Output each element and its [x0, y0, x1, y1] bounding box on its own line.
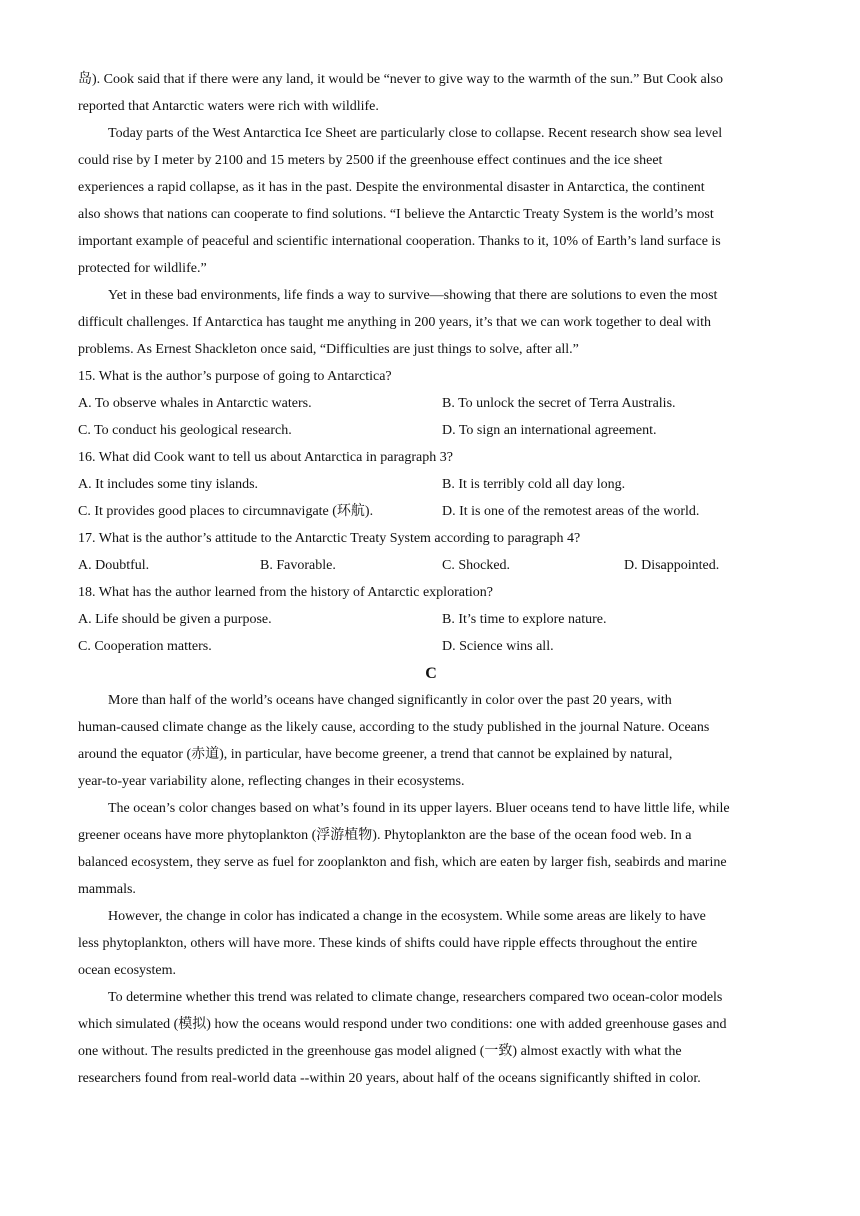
option-c: C. It provides good places to circumnavigate (环航).: [78, 504, 374, 519]
text-line: around the equator (赤道), in particular, have become greener, a trend that cannot be explained by natural,: [78, 747, 673, 762]
document-page: [78, 66, 784, 1092]
text-line: mammals.: [78, 882, 136, 897]
section-heading-c: C: [425, 665, 437, 682]
option-a: A. Doubtful.: [78, 558, 150, 573]
option-d: D. To sign an international agreement.: [442, 423, 657, 438]
paragraph-c-1: [78, 687, 784, 795]
text-line: less phytoplankton, others will have more. These kinds of shifts could have ripple effects throughout the entire: [78, 936, 698, 951]
question-16: [78, 444, 784, 525]
text-line: experiences a rapid collapse, as it has in the past. Despite the environmental disaster in Antarctica, the continent: [78, 180, 705, 195]
option-a: A. Life should be given a purpose.: [78, 612, 272, 627]
text-line: also shows that nations can cooperate to find solutions. “I believe the Antarctic Treaty System is the world’s most: [78, 207, 714, 222]
option-b: B. To unlock the secret of Terra Australis.: [442, 396, 676, 411]
text-line: greener oceans have more phytoplankton (浮游植物). Phytoplankton are the base of the ocean food web. In a: [78, 828, 692, 843]
text-line: Yet in these bad environments, life finds a way to survive—showing that there are solutions to even the most: [108, 288, 718, 303]
text-line: could rise by I meter by 2100 and 15 meters by 2500 if the greenhouse effect continues and the ice sheet: [78, 153, 663, 168]
option-d: D. It is one of the remotest areas of the world.: [442, 504, 700, 519]
text-line: 岛). Cook said that if there were any land, it would be “never to give way to the warmth of the sun.” But Cook also: [78, 72, 724, 87]
question-stem: 17. What is the author’s attitude to the Antarctic Treaty System according to paragraph 4?: [78, 531, 581, 546]
text-line: one without. The results predicted in the greenhouse gas model aligned (一致) almost exactly with what the: [78, 1044, 682, 1059]
text-line: difficult challenges. If Antarctica has taught me anything in 200 years, it’s that we can work together to deal with: [78, 315, 712, 330]
option-c: C. To conduct his geological research.: [78, 423, 292, 438]
option-a: A. It includes some tiny islands.: [78, 477, 259, 492]
paragraph-c-2: [78, 795, 784, 903]
text-line: Today parts of the West Antarctica Ice Sheet are particularly close to collapse. Recent research show sea level: [108, 126, 723, 141]
text-line: ocean ecosystem.: [78, 963, 176, 978]
question-stem: 18. What has the author learned from the history of Antarctic exploration?: [78, 585, 493, 600]
option-b: B. It is terribly cold all day long.: [442, 477, 626, 492]
question-stem: 15. What is the author’s purpose of going to Antarctica?: [78, 369, 392, 384]
paragraph-c-4: [78, 984, 784, 1092]
paragraph-b-ice-sheet: [78, 120, 784, 282]
option-b: B. It’s time to explore nature.: [442, 612, 607, 627]
text-line: problems. As Ernest Shackleton once said, “Difficulties are just things to solve, after all.”: [78, 342, 579, 357]
option-b: B. Favorable.: [260, 558, 336, 573]
option-a: A. To observe whales in Antarctic waters.: [78, 396, 312, 411]
text-line: human-caused climate change as the likely cause, according to the study published in the journal Nature. Oceans: [78, 720, 710, 735]
question-17: [78, 525, 784, 579]
option-d: D. Disappointed.: [624, 558, 720, 573]
paragraph-b-survive: [78, 282, 784, 363]
option-d: D. Science wins all.: [442, 639, 554, 654]
text-line: year-to-year variability alone, reflecting changes in their ecosystems.: [78, 774, 465, 789]
text-line: researchers found from real-world data --within 20 years, about half of the oceans significantly shifted in color.: [78, 1071, 701, 1086]
question-stem: 16. What did Cook want to tell us about Antarctica in paragraph 3?: [78, 450, 453, 465]
question-15: [78, 363, 784, 444]
option-c: C. Shocked.: [442, 558, 511, 573]
text-line: However, the change in color has indicated a change in the ecosystem. While some areas are likely to have: [108, 909, 706, 924]
paragraph-c-3: [78, 903, 784, 984]
text-line: More than half of the world’s oceans have changed significantly in color over the past 20 years, with: [108, 693, 672, 708]
text-line: important example of peaceful and scientific international cooperation. Thanks to it, 10% of Earth’s land surface is: [78, 234, 721, 249]
question-18: [78, 579, 784, 660]
text-line: reported that Antarctic waters were rich with wildlife.: [78, 99, 379, 114]
option-c: C. Cooperation matters.: [78, 639, 212, 654]
paragraph-b-cook: [78, 66, 784, 120]
text-line: protected for wildlife.”: [78, 261, 207, 276]
text-line: which simulated (模拟) how the oceans would respond under two conditions: one with added greenhouse gases and: [78, 1017, 727, 1032]
text-line: The ocean’s color changes based on what’s found in its upper layers. Bluer oceans tend to have little life, while: [108, 801, 730, 816]
text-line: balanced ecosystem, they serve as fuel for zooplankton and fish, which are eaten by larger fish, seabirds and marine: [78, 855, 727, 870]
text-line: To determine whether this trend was related to climate change, researchers compared two ocean-color models: [108, 990, 723, 1005]
